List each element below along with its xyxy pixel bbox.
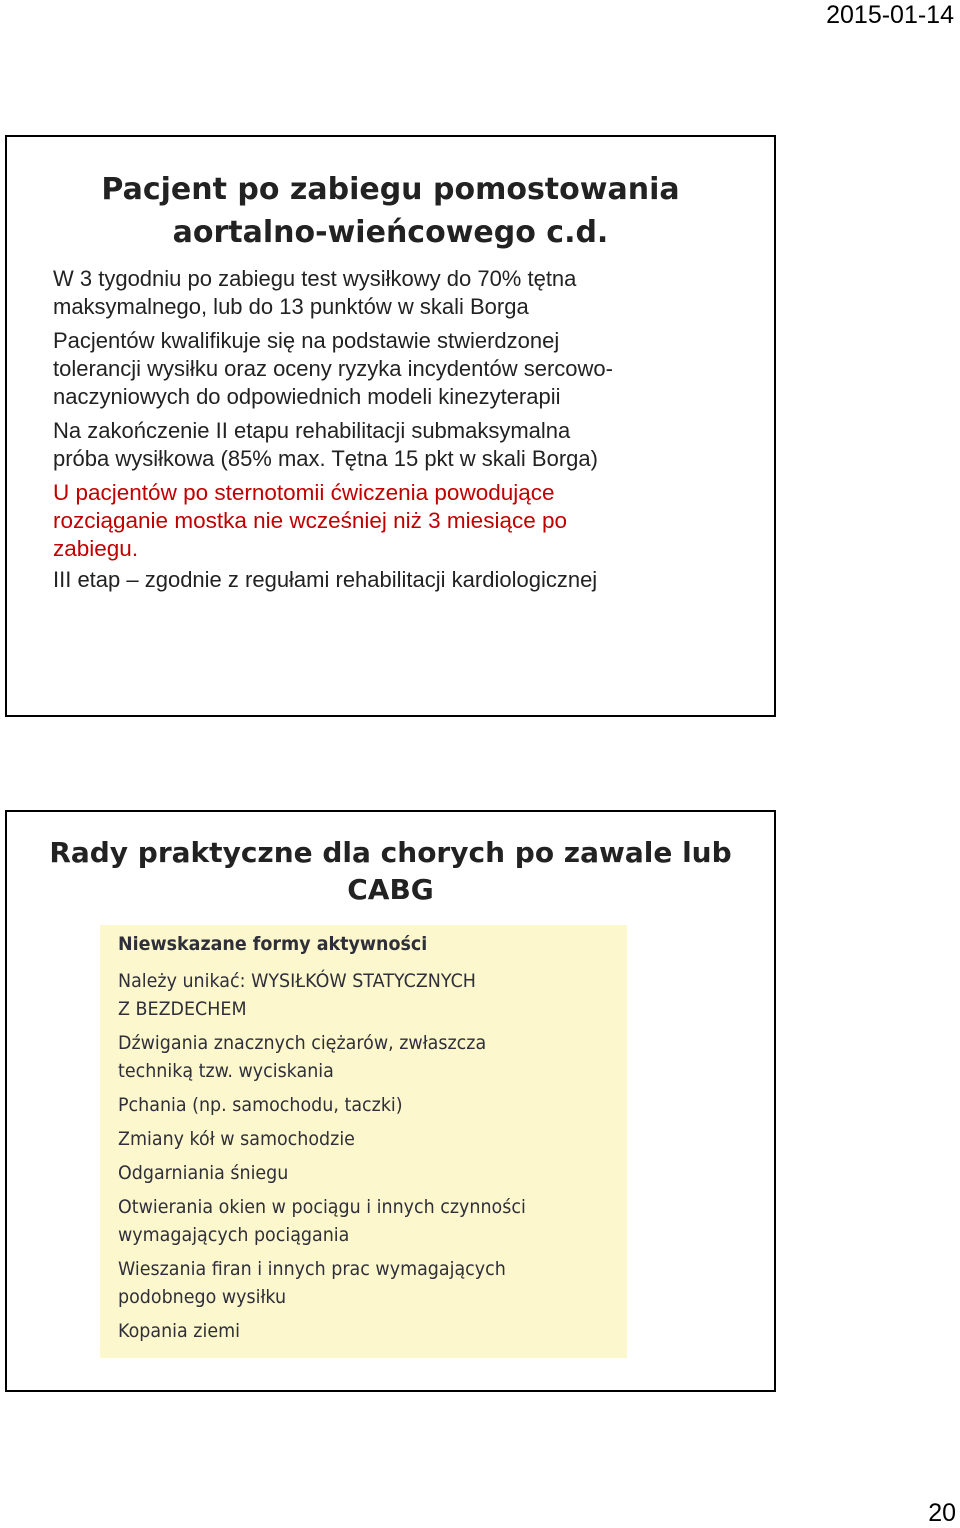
list-item-line: Pchania (np. samochodu, taczki): [118, 1094, 403, 1116]
list-item: [118, 1125, 578, 1153]
paragraph-highlighted: [53, 479, 753, 563]
list-item-line: wymagających pociągania: [118, 1224, 350, 1246]
list-item-line: Zmiany kół w samochodzie: [118, 1128, 355, 1150]
paragraph-line: próba wysiłkowa (85% max. Tętna 15 pkt w skali Borga): [53, 446, 598, 471]
slide-practical-advice: [5, 810, 776, 1392]
list-item: [118, 1255, 578, 1311]
list-item-line: Dźwigania znacznych ciężarów, zwłaszcza: [118, 1032, 487, 1054]
list-item-line: Z BEZDECHEM: [118, 998, 247, 1020]
paragraph-line: tolerancji wysiłku oraz oceny ryzyka incydentów sercowo-: [53, 356, 613, 381]
box-heading: Niewskazane formy aktywności: [118, 933, 428, 955]
slide-title-line: CABG: [347, 873, 434, 906]
slide-title: [7, 168, 774, 254]
paragraph: [53, 566, 753, 594]
list-item-line: Odgarniania śniegu: [118, 1162, 289, 1184]
slide-title-line: Rady praktyczne dla chorych po zawale lub: [49, 836, 732, 869]
list-item-line: Wieszania firan i innych prac wymagających: [118, 1258, 506, 1280]
slide-body: [53, 265, 753, 600]
contraindicated-activities-box: [100, 925, 627, 1358]
paragraph-line: maksymalnego, lub do 13 punktów w skali Borga: [53, 294, 529, 319]
paragraph: [53, 417, 753, 473]
list-item-line: Należy unikać: WYSIŁKÓW STATYCZNYCH: [118, 970, 476, 992]
paragraph-line: W 3 tygodniu po zabiegu test wysiłkowy do 70% tętna: [53, 266, 577, 291]
paragraph-line: naczyniowych do odpowiednich modeli kinezyterapii: [53, 384, 561, 409]
paragraph-line: III etap – zgodnie z regułami rehabilitacji kardiologicznej: [53, 567, 598, 592]
list-item-line: podobnego wysiłku: [118, 1286, 287, 1308]
list-item: [118, 1029, 578, 1085]
paragraph: [53, 265, 753, 321]
slide-title: [7, 834, 774, 908]
page-number: 20: [928, 1499, 956, 1527]
slide-title-line: aortalno-wieńcowego c.d.: [172, 215, 609, 250]
list-item-line: techniką tzw. wyciskania: [118, 1060, 334, 1082]
paragraph-line: Na zakończenie II etapu rehabilitacji submaksymalna: [53, 418, 571, 443]
paragraph-line: zabiegu.: [53, 536, 139, 561]
paragraph-line: rozciąganie mostka nie wcześniej niż 3 miesiące po: [53, 508, 567, 533]
list-item: [118, 1159, 578, 1187]
list-item-line: Otwierania okien w pociągu i innych czynności: [118, 1196, 526, 1218]
header-date: 2015-01-14: [826, 1, 954, 29]
list-item: [118, 967, 578, 1023]
list-item-line: Kopania ziemi: [118, 1320, 240, 1342]
activities-list: [118, 967, 618, 1351]
paragraph-line: U pacjentów po sternotomii ćwiczenia powodujące: [53, 480, 555, 505]
slide-title-line: Pacjent po zabiegu pomostowania: [101, 172, 680, 207]
slide-cabg-rehabilitation: [5, 135, 776, 717]
paragraph: [53, 327, 753, 411]
list-item: [118, 1193, 578, 1249]
list-item: [118, 1317, 578, 1345]
paragraph-line: Pacjentów kwalifikuje się na podstawie stwierdzonej: [53, 328, 560, 353]
list-item: [118, 1091, 578, 1119]
